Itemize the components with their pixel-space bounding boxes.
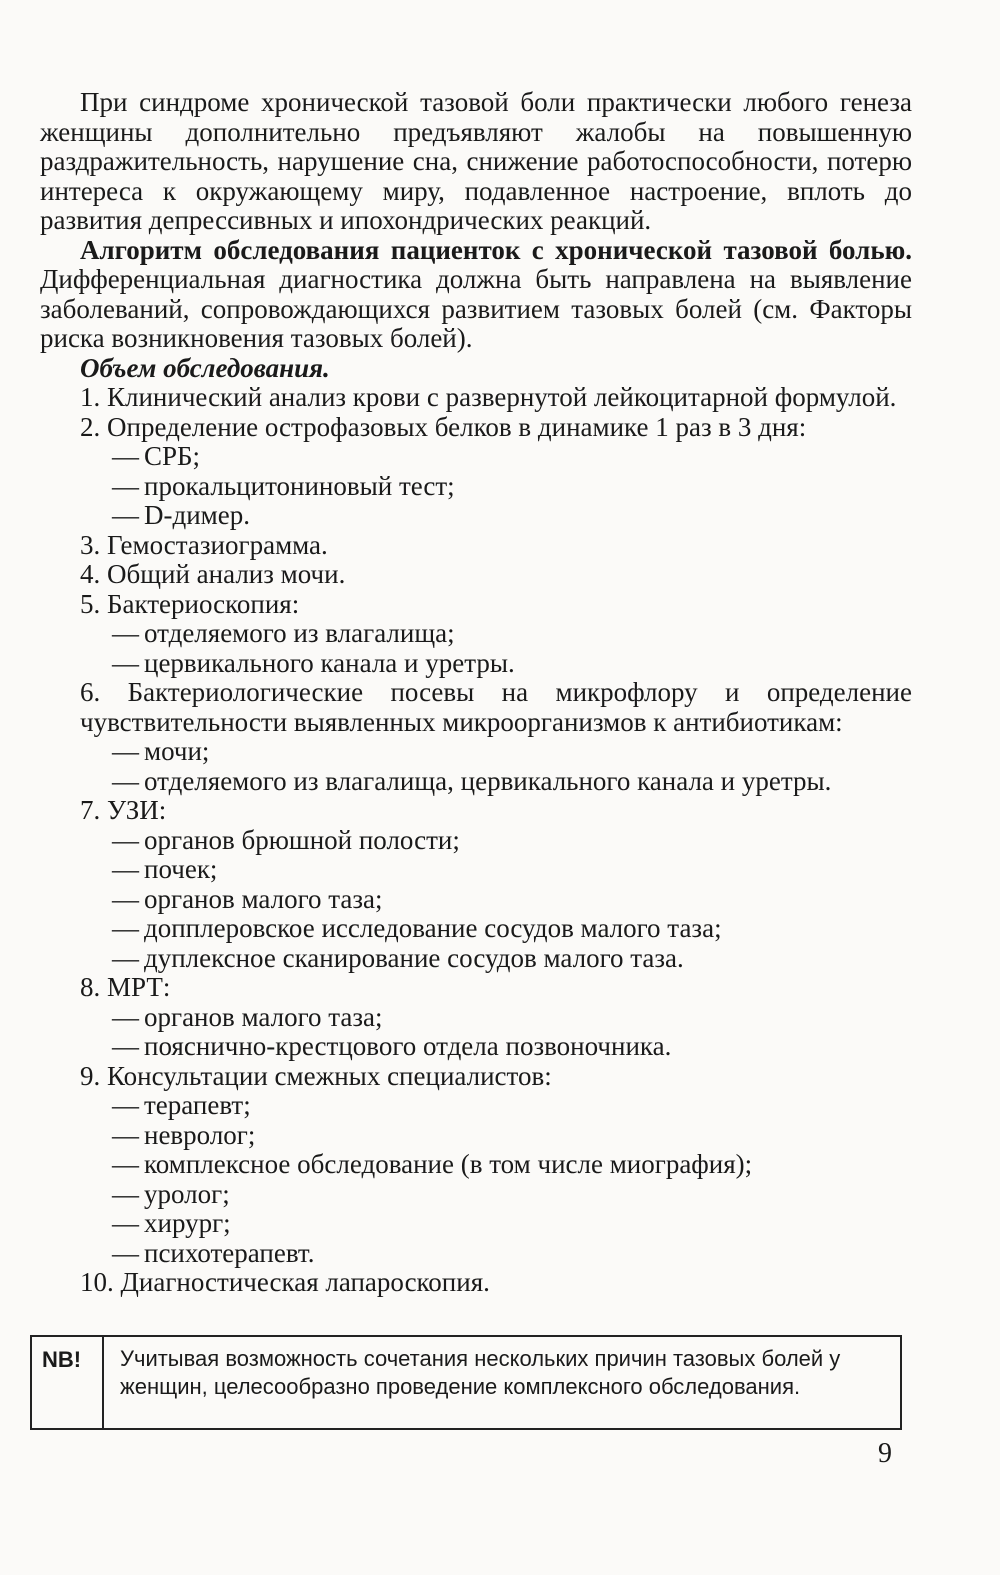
- list-subitem: [40, 914, 912, 944]
- list-subitem: [40, 1003, 912, 1033]
- subitem-text: комплексное обследование (в том числе миография);: [144, 1149, 753, 1179]
- nb-label: NB!: [32, 1337, 104, 1428]
- subitem-text: допплеровское исследование сосудов малого таза;: [144, 913, 722, 943]
- list-item: 9. Консультации смежных специалистов:: [80, 1060, 552, 1091]
- dash-marker: —: [112, 1149, 139, 1179]
- subitem-text: невролог;: [144, 1119, 256, 1150]
- dash-marker: —: [112, 500, 139, 530]
- dash-marker: —: [112, 470, 139, 501]
- dash-marker: —: [112, 883, 139, 914]
- algorithm-heading: Алгоритм обследования пациенток с хронической тазовой болью.: [80, 234, 912, 265]
- dash-marker: —: [112, 441, 139, 471]
- dash-marker: —: [112, 824, 139, 855]
- list-subitem: [40, 1091, 912, 1121]
- list-item: 2. Определение острофазовых белков в динамике 1 раз в 3 дня:: [80, 411, 807, 442]
- subitem-text: пояснично-крестцового отдела позвоночника.: [144, 1031, 672, 1061]
- subitem-text: отделяемого из влагалища, цервикального канала и уретры.: [144, 765, 832, 796]
- subitem-text: психотерапевт.: [144, 1237, 315, 1268]
- list-subitem: [40, 944, 912, 974]
- dash-marker: —: [112, 1208, 139, 1238]
- dash-marker: —: [112, 913, 139, 943]
- list-subitem: [40, 1150, 912, 1180]
- list-item: 5. Бактериоскопия:: [80, 588, 300, 619]
- examination-list: [40, 383, 912, 1298]
- dash-marker: —: [112, 736, 139, 766]
- section-title: Объем обследования.: [80, 352, 330, 383]
- subitem-text: уролог;: [144, 1178, 230, 1209]
- subitem-text: органов брюшной полости;: [144, 824, 460, 855]
- list-subitem: [40, 1209, 912, 1239]
- list-item: 4. Общий анализ мочи.: [80, 559, 346, 589]
- dash-marker: —: [112, 1090, 139, 1120]
- dash-marker: —: [112, 1178, 139, 1209]
- subitem-text: дуплексное сканирование сосудов малого таза.: [144, 942, 684, 973]
- page-content: [40, 88, 912, 1298]
- dash-marker: —: [112, 618, 139, 648]
- dash-marker: —: [112, 854, 139, 884]
- subitem-text: терапевт;: [144, 1090, 251, 1120]
- algorithm-text: Дифференциальная диагностика должна быть направлена на выявление заболеваний, сопровождающихся развитием тазовых болей (см. Факторы риска возникновения тазовых болей).: [40, 264, 912, 353]
- list-subitem: [40, 885, 912, 915]
- list-subitem: [40, 619, 912, 649]
- list-item: 1. Клинический анализ крови с развернутой лейкоцитарной формулой.: [80, 382, 897, 412]
- subitem-text: органов малого таза;: [144, 1001, 383, 1032]
- subitem-text: СРБ;: [144, 441, 201, 471]
- list-subitem: [40, 1180, 912, 1210]
- list-subitem: [40, 1121, 912, 1151]
- dash-marker: —: [112, 1237, 139, 1268]
- nb-text: Учитывая возможность сочетания нескольких причин тазовых болей у женщин, целесообразно проведение комплексного обследования.: [120, 1346, 841, 1399]
- list-subitem: [40, 737, 912, 767]
- subitem-text: цервикального канала и уретры.: [144, 647, 515, 678]
- subitem-text: хирург;: [144, 1208, 231, 1238]
- list-subitem: [40, 472, 912, 502]
- dash-marker: —: [112, 1031, 139, 1061]
- subitem-text: органов малого таза;: [144, 883, 383, 914]
- list-subitem: [40, 826, 912, 856]
- list-item: 6. Бактериологические посевы на микрофлору и определение чувствительности выявленных микроорганизмов к антибиотикам:: [80, 677, 912, 737]
- intro-paragraph: При синдроме хронической тазовой боли практически любого генеза женщины дополнительно предъявляют жалобы на повышенную раздражительность, нарушение сна, снижение работоспособности, потерю интереса к окружающему миру, подавленное настроение, вплоть до развития депрессивных и ипохондрических реакций.: [40, 87, 912, 235]
- subitem-text: отделяемого из влагалища;: [144, 618, 455, 648]
- subitem-text: мочи;: [144, 736, 210, 766]
- list-subitem: [40, 1032, 912, 1062]
- subitem-text: почек;: [144, 854, 218, 884]
- list-item: 8. МРТ:: [80, 972, 171, 1002]
- list-subitem: [40, 767, 912, 797]
- list-item: 7. УЗИ:: [80, 795, 167, 825]
- page-number: 9: [878, 1438, 892, 1469]
- list-subitem: [40, 501, 912, 531]
- algorithm-paragraph: [40, 236, 912, 354]
- list-subitem: [40, 1239, 912, 1269]
- dash-marker: —: [112, 942, 139, 973]
- list-subitem: [40, 442, 912, 472]
- dash-marker: —: [112, 647, 139, 678]
- dash-marker: —: [112, 765, 139, 796]
- nb-note-box: [30, 1335, 902, 1430]
- subitem-text: D-димер.: [144, 500, 250, 530]
- list-subitem: [40, 855, 912, 885]
- list-item: 3. Гемостазиограмма.: [80, 529, 328, 560]
- dash-marker: —: [112, 1001, 139, 1032]
- subitem-text: прокальцитониновый тест;: [144, 470, 455, 501]
- list-subitem: [40, 649, 912, 679]
- dash-marker: —: [112, 1119, 139, 1150]
- list-item: 10. Диагностическая лапароскопия.: [80, 1267, 490, 1297]
